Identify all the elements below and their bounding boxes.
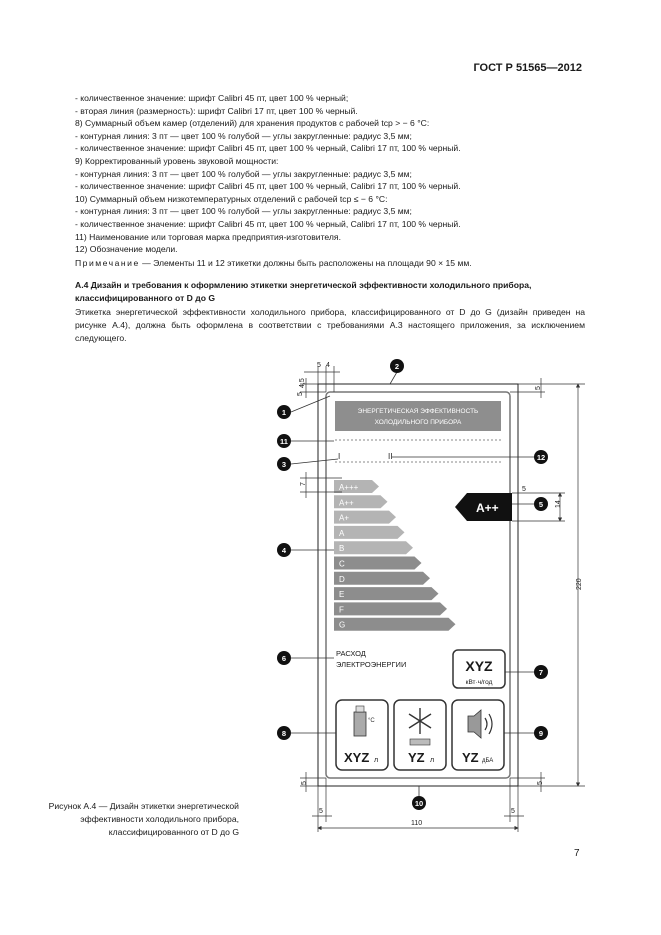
dim-bottom-inset-left: 5	[319, 808, 323, 815]
callout-number: 3	[281, 460, 287, 469]
energy-class-label: A++	[339, 498, 354, 508]
spec-line: - количественное значение: шрифт Calibri 45 пт, цвет 100 % черный, Calibri 17 пт, 100 % черный.	[75, 181, 461, 192]
energy-class-label: A+++	[339, 483, 359, 492]
fresh-volume-value: XYZ	[344, 750, 370, 765]
dim-arrow-height: 14	[555, 500, 562, 508]
energy-class-label: E	[339, 590, 345, 600]
energy-class-bar	[334, 541, 413, 554]
figure-caption: Рисунок А.4 — Дизайн этикетки энергетической эффективности холодильного прибора, классифицированного от D до G	[48, 801, 239, 837]
model-right-mark: II	[388, 452, 393, 461]
rating-arrow-text: A++	[476, 501, 499, 515]
callout-number: 6	[281, 654, 287, 663]
callout-number: 7	[538, 668, 544, 677]
page-number: 7	[574, 848, 580, 859]
energy-class-bar	[334, 557, 422, 570]
callout-number: 8	[281, 729, 287, 738]
speaker-icon	[468, 710, 492, 738]
consumption-label-1: РАСХОД	[336, 649, 366, 658]
snowflake-icon	[409, 708, 431, 745]
dim-width-total: 110	[411, 820, 423, 827]
consumption-value: XYZ	[465, 658, 493, 674]
frozen-volume-value: YZ	[408, 750, 425, 765]
energy-class-bar	[334, 572, 430, 585]
energy-class-label: G	[339, 620, 346, 630]
noise-value: YZ	[462, 750, 479, 765]
callout-number: 2	[394, 362, 400, 371]
energy-class-bar	[334, 526, 405, 539]
spec-line: - контурная линия: 3 пт — цвет 100 % голубой — углы закругленные: радиус 3,5 мм;	[75, 130, 412, 141]
spec-line: - количественное значение: шрифт Calibri 45 пт, цвет 100 % черный, Calibri 17 пт, 100 % черный.	[75, 143, 461, 154]
dim-bottom-left: 5	[301, 781, 308, 785]
note-text: — Элементы 11 и 12 этикетки должны быть расположены на площади 90 × 15 мм.	[139, 258, 472, 268]
energy-class-bar	[334, 618, 456, 631]
section-heading: А.4 Дизайн и требования к оформлению этикетки энергетической эффективности холодильного прибора, классифицированного от D до G	[75, 280, 532, 303]
callout-number: 11	[280, 437, 288, 446]
dim-arrow-offset: 5	[522, 486, 526, 493]
svg-text:°C: °C	[368, 718, 375, 724]
model-left-mark: I	[338, 452, 341, 461]
energy-class-bar	[334, 602, 447, 615]
spec-line: - количественное значение: шрифт Calibri 45 пт, цвет 100 % черный, Calibri 17 пт, 100 % черный.	[75, 218, 461, 229]
noise-unit: дБА	[482, 758, 494, 764]
document-header: ГОСТ Р 51565—2012	[473, 62, 582, 74]
label-header-line1: ЭНЕРГЕТИЧЕСКАЯ ЭФФЕКТИВНОСТЬ	[357, 408, 479, 415]
dim-top-left-b: 4	[326, 362, 330, 369]
frozen-volume-unit: л	[430, 757, 435, 764]
label-outer-frame	[318, 384, 518, 786]
energy-class-label: A	[339, 528, 345, 538]
consumption-label-2: ЭЛЕКТРОЭНЕРГИИ	[336, 660, 407, 669]
energy-class-scale	[334, 480, 456, 631]
dim-top-left: 5	[317, 362, 321, 369]
callout-number: 1	[281, 408, 287, 417]
callout-number: 4	[281, 546, 287, 555]
spec-line: - вторая линия (размерность): шрифт Calibri 17 пт, цвет 100 % черный.	[75, 105, 358, 116]
energy-class-label: F	[339, 605, 344, 615]
dim-left-vert-a: 4,5	[299, 378, 306, 388]
note-label: Примечание	[75, 258, 140, 268]
spec-line: 9) Корректированный уровень звуковой мощности:	[75, 155, 279, 166]
energy-class-label: A+	[339, 513, 350, 523]
spec-line: - контурная линия: 3 пт — цвет 100 % голубой — углы закругленные: радиус 3,5 мм;	[75, 168, 412, 179]
spec-line: - контурная линия: 3 пт — цвет 100 % голубой — углы закругленные: радиус 3,5 мм;	[75, 206, 412, 217]
callout-number: 9	[538, 729, 544, 738]
dim-class-bar-h: 7	[300, 482, 307, 486]
fresh-volume-unit: л	[374, 757, 379, 764]
label-header-band	[335, 401, 501, 431]
dim-left-vert-b: 5	[297, 392, 304, 396]
energy-class-label: D	[339, 574, 345, 584]
spec-line: 12) Обозначение модели.	[75, 244, 178, 255]
energy-class-label: B	[339, 544, 345, 554]
callout-number: 12	[536, 453, 546, 462]
spec-line: 10) Суммарный объем низкотемпературных отделений с рабочей tср ≤ − 6 °C:	[75, 193, 388, 204]
energy-class-label: C	[339, 559, 345, 569]
dim-bottom-right: 5	[537, 781, 544, 785]
consumption-unit: кВт·ч/год	[465, 679, 493, 686]
section-text: Этикетка энергетической эффективности холодильного прибора, классифицированного от D до G (дизайн приведен на рисунке А.4), должна быть оформлена в соответствии с требованиями А.3 настоящего приложения, за исключением следующего.	[75, 307, 585, 343]
label-header-line2: ХОЛОДИЛЬНОГО ПРИБОРА	[374, 419, 462, 426]
spec-line: 11) Наименование или торговая марка предприятия-изготовителя.	[75, 231, 341, 242]
dim-height-total: 220	[576, 578, 583, 590]
dim-right-top: 5	[535, 386, 542, 390]
spec-line: - количественное значение: шрифт Calibri 45 пт, цвет 100 % черный;	[75, 93, 349, 103]
spec-line: 8) Суммарный объем камер (отделений) для хранения продуктов с рабочей tср > − 6 °C:	[75, 118, 430, 129]
dim-bottom-inset-right: 5	[511, 808, 515, 815]
callout-number: 10	[414, 799, 424, 808]
callout-number: 5	[538, 500, 544, 509]
energy-class-bar	[334, 587, 439, 600]
bottle-icon	[354, 706, 375, 736]
